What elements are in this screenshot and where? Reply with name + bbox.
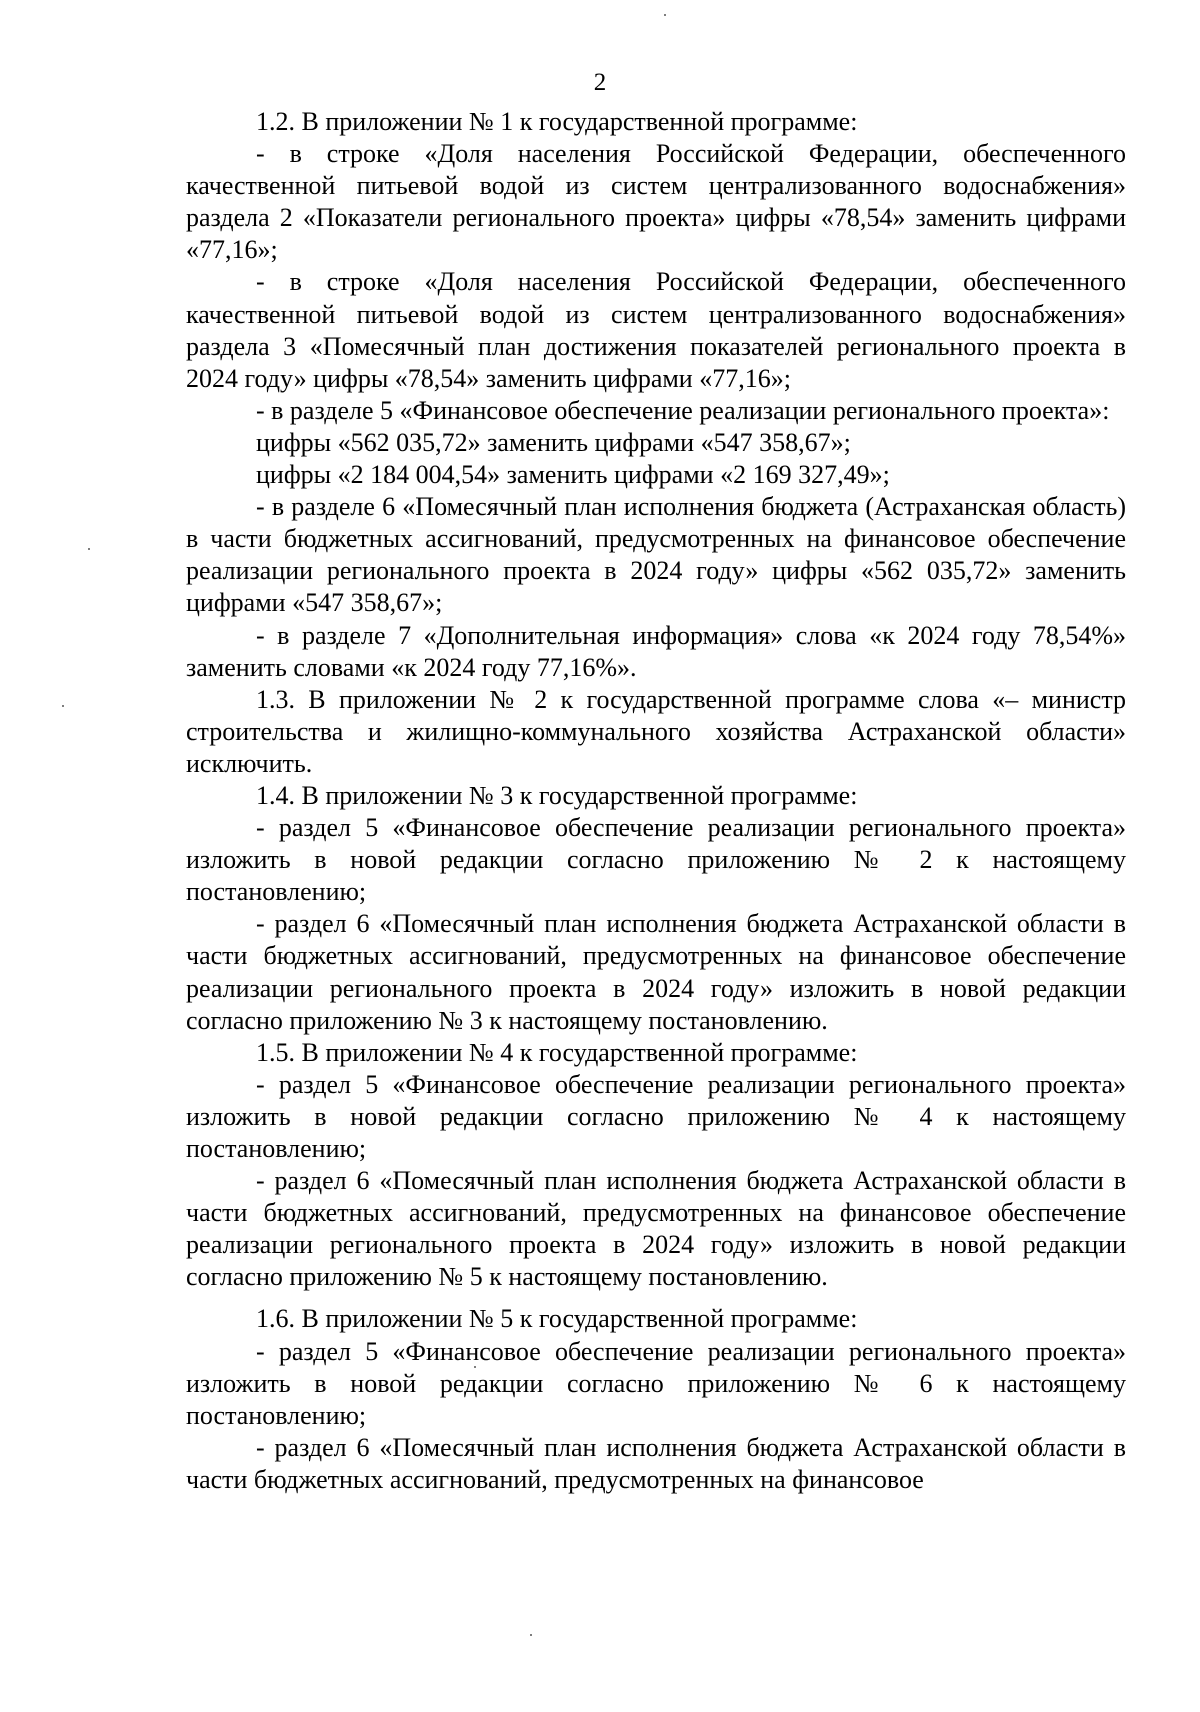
clause-1-2-item: - в разделе 7 «Дополнительная информация» слова «к 2024 году 78,54%» заменить словами «к 2024 году 77,16%». xyxy=(186,620,1126,682)
clause-1-6-item: - раздел 5 «Финансовое обеспечение реализации регионального проекта» изложить в новой редакции согласно приложению № 6 к настоящему постановлению; xyxy=(186,1336,1126,1430)
clause-1-2-item: - в строке «Доля населения Российской Федерации, обеспеченного качественной питьевой водой из систем централизованного водоснабжения» раздела 3 «Помесячный план достижения показателей регионального проекта в 2024 году» цифры «78,54» заменить цифрами «77,16»; xyxy=(186,267,1126,393)
clause-1-5-item: - раздел 5 «Финансовое обеспечение реализации регионального проекта» изложить в новой редакции согласно приложению № 4 к настоящему постановлению; xyxy=(186,1069,1126,1163)
clause-1-5-heading: 1.5. В приложении № 4 к государственной программе: xyxy=(256,1037,858,1067)
clause-1-6-heading: 1.6. В приложении № 5 к государственной программе: xyxy=(256,1304,858,1334)
clause-1-2-subitem: цифры «2 184 004,54» заменить цифрами «2 169 327,49»; xyxy=(256,460,890,490)
clause-1-2-subitem: цифры «562 035,72» заменить цифрами «547 358,67»; xyxy=(256,427,851,457)
clause-1-3: 1.3. В приложении № 2 к государственной программе слова «– министр строительства и жилищно-коммунального хозяйства Астраханской области» исключить. xyxy=(186,684,1126,778)
scan-speck xyxy=(664,14,666,16)
clause-1-6-item: - раздел 6 «Помесячный план исполнения бюджета Астраханской области в части бюджетных ассигнований, предусмотренных на финансовое xyxy=(186,1432,1126,1494)
scan-speck xyxy=(62,705,64,707)
clause-1-2-item: - в строке «Доля населения Российской Федерации, обеспеченного качественной питьевой водой из систем централизованного водоснабжения» раздела 2 «Показатели регионального проекта» цифры «78,54» заменить цифрами «77,16»; xyxy=(186,139,1126,265)
scan-speck xyxy=(474,1366,476,1368)
scan-speck xyxy=(530,1634,532,1636)
clause-1-2-item: - в разделе 6 «Помесячный план исполнения бюджета (Астраханская область) в части бюджетных ассигнований, предусмотренных на финансовое обеспечение реализации регионального проекта в 2024 году» цифры «562 035,72» заменить цифрами «547 358,67»; xyxy=(186,492,1126,618)
clause-1-5-item: - раздел 6 «Помесячный план исполнения бюджета Астраханской области в части бюджетных ассигнований, предусмотренных на финансовое обеспечение реализации регионального проекта в 2024 году» изложить в новой редакции согласно приложению № 5 к настоящему постановлению. xyxy=(186,1166,1126,1292)
document-body xyxy=(186,106,1126,1496)
clause-1-2-item: - в разделе 5 «Финансовое обеспечение реализации регионального проекта»: xyxy=(256,395,1110,425)
clause-1-4-item: - раздел 6 «Помесячный план исполнения бюджета Астраханской области в части бюджетных ассигнований, предусмотренных на финансовое обеспечение реализации регионального проекта в 2024 году» изложить в новой редакции согласно приложению № 3 к настоящему постановлению. xyxy=(186,909,1126,1035)
scan-speck xyxy=(88,548,90,550)
clause-1-4-heading: 1.4. В приложении № 3 к государственной программе: xyxy=(256,780,858,810)
clause-1-2-heading: 1.2. В приложении № 1 к государственной программе: xyxy=(256,107,858,136)
page-number: 2 xyxy=(593,69,607,96)
clause-1-4-item: - раздел 5 «Финансовое обеспечение реализации регионального проекта» изложить в новой редакции согласно приложению № 2 к настоящему постановлению; xyxy=(186,813,1126,907)
